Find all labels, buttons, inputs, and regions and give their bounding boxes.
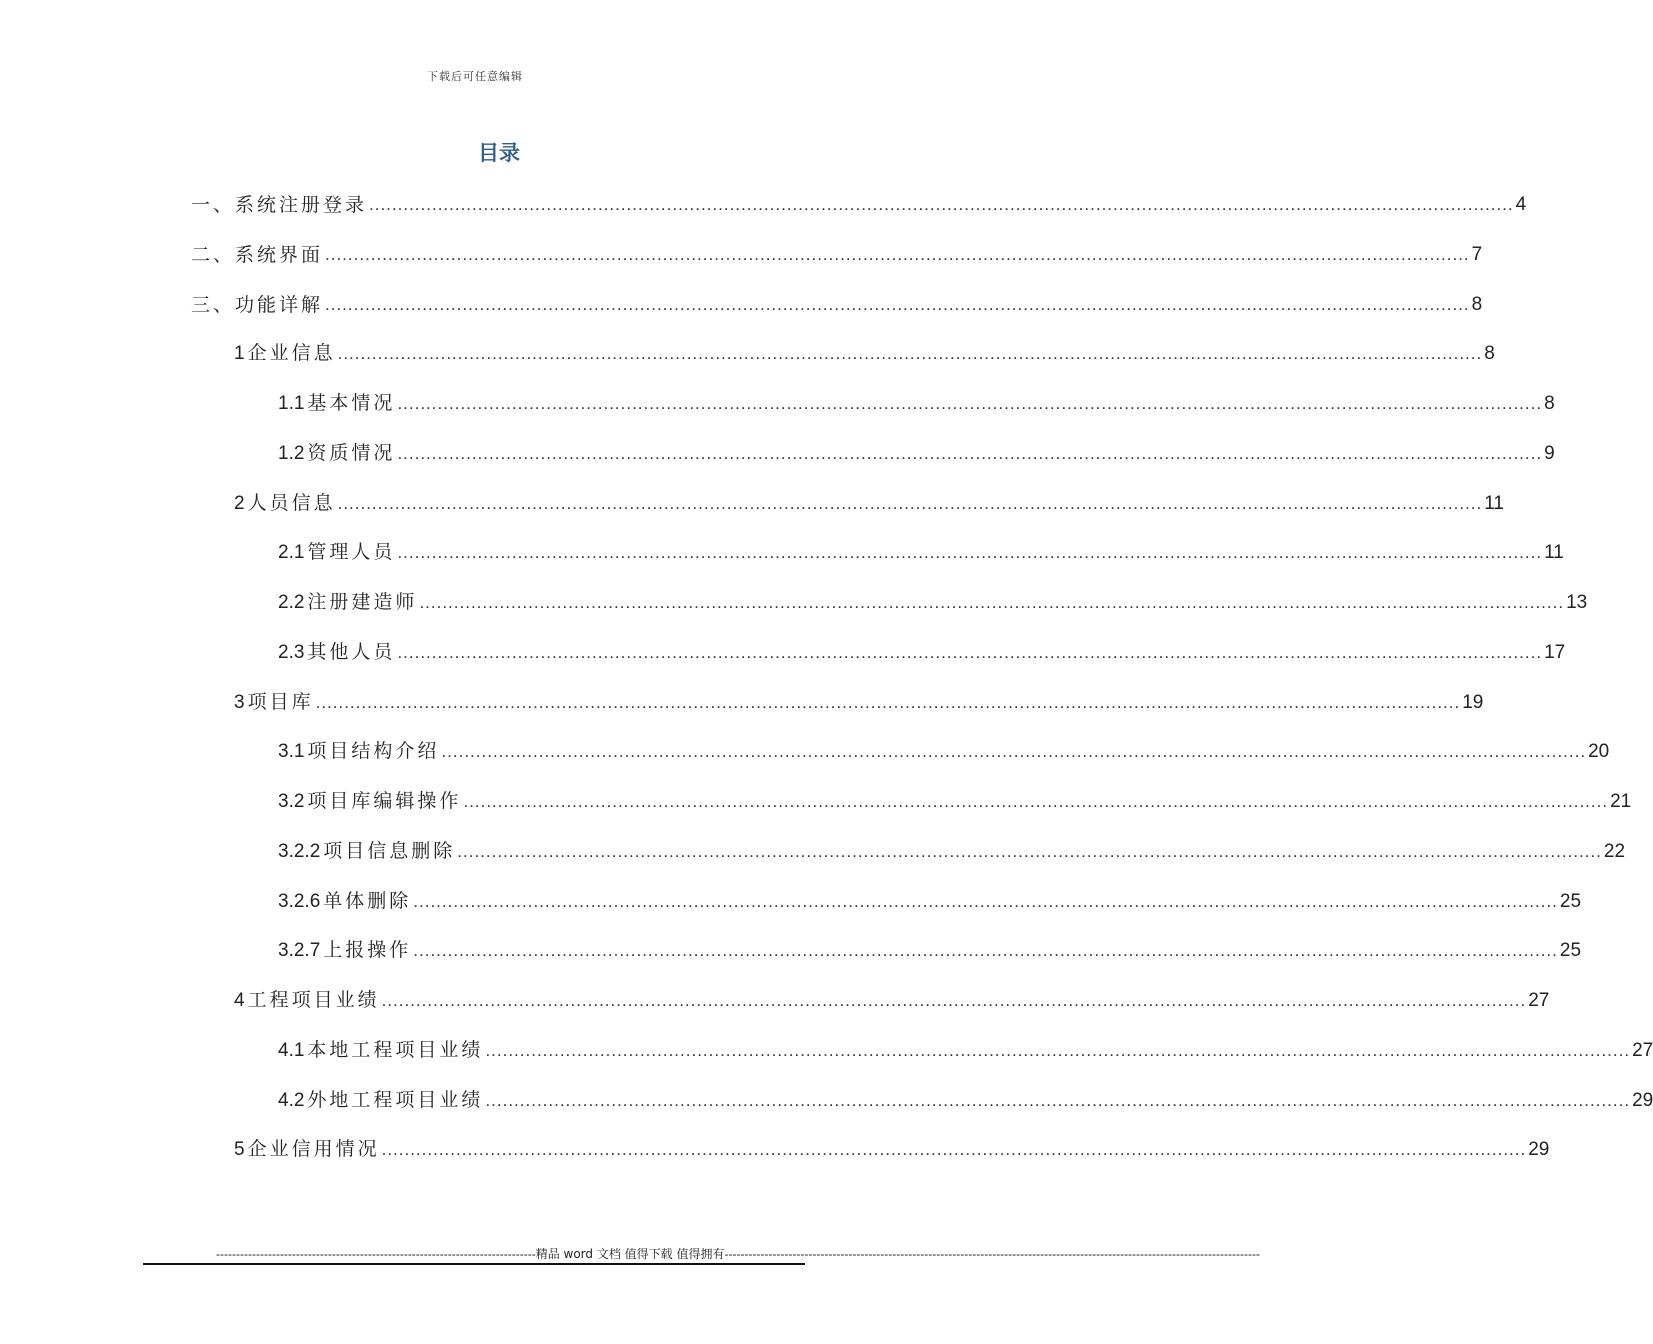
toc-entry-number: 3.2.6 bbox=[278, 891, 321, 912]
toc-dot-leader: ........................................................................................................................................................................................................ bbox=[441, 742, 1587, 761]
toc-entry-text: 人员信息 bbox=[247, 492, 336, 514]
toc-entry-text: 上报操作 bbox=[323, 939, 412, 961]
toc-entry-label bbox=[278, 788, 461, 815]
toc-entry-text: 单体删除 bbox=[323, 890, 412, 912]
toc-entry-label bbox=[278, 738, 439, 765]
toc-entry-number: 2 bbox=[234, 493, 245, 514]
toc-entry[interactable] bbox=[191, 192, 1527, 218]
toc-entry-text: 项目库编辑操作 bbox=[307, 790, 462, 812]
toc-entry[interactable] bbox=[278, 1088, 1653, 1114]
toc-entry-label bbox=[278, 440, 395, 467]
toc-entry-label bbox=[191, 192, 367, 218]
toc-entry-label bbox=[278, 390, 395, 417]
toc-entry-page: 22 bbox=[1603, 841, 1626, 862]
toc-entry-label bbox=[278, 589, 417, 616]
toc-entry[interactable] bbox=[234, 988, 1550, 1014]
toc-entry-text: 管理人员 bbox=[307, 541, 396, 563]
toc-entry[interactable] bbox=[278, 938, 1582, 964]
toc-entry[interactable] bbox=[278, 441, 1555, 467]
toc-entry-number: 2.1 bbox=[278, 542, 305, 563]
footer-rule bbox=[143, 1263, 805, 1265]
toc-dot-leader: ........................................................................................................................................................................................................ bbox=[419, 593, 1565, 612]
toc-entry[interactable] bbox=[278, 391, 1555, 417]
toc-entry-text: 项目结构介绍 bbox=[307, 740, 440, 762]
toc-title: 目录 bbox=[478, 141, 520, 165]
toc-entry-page: 27 bbox=[1632, 1040, 1653, 1061]
toc-entry-page: 11 bbox=[1544, 542, 1564, 563]
toc-entry-text: 三、功能详解 bbox=[191, 294, 324, 316]
toc-entry-label bbox=[234, 1136, 380, 1163]
toc-entry-label bbox=[278, 639, 395, 666]
footer-dash-left: -------------------------------------------------------------------------------- bbox=[216, 1246, 536, 1261]
toc-entry-number: 5 bbox=[234, 1139, 245, 1160]
footer-dash-right: -------------------------------------------------------------------------------------------------------------------------------------- bbox=[724, 1246, 1260, 1261]
toc-entry-number: 3.2.2 bbox=[278, 841, 321, 862]
toc-entry-number: 3.1 bbox=[278, 741, 305, 762]
toc-entry[interactable] bbox=[191, 242, 1483, 268]
toc-entry-page: 19 bbox=[1462, 692, 1484, 713]
toc-entry-number: 3 bbox=[234, 692, 245, 713]
toc-entry-page: 8 bbox=[1471, 294, 1483, 315]
toc-dot-leader: ........................................................................................................................................................................................................ bbox=[413, 892, 1558, 911]
toc-entry[interactable] bbox=[278, 540, 1564, 566]
toc-entry[interactable] bbox=[234, 690, 1484, 716]
toc-entry-label bbox=[278, 838, 455, 865]
toc-entry[interactable] bbox=[278, 889, 1582, 915]
toc-entry-text: 资质情况 bbox=[307, 442, 396, 464]
toc-entry-label bbox=[278, 888, 411, 915]
toc-entry-page: 25 bbox=[1559, 891, 1582, 912]
toc-entry-text: 一、系统注册登录 bbox=[191, 194, 368, 216]
toc-dot-leader: ........................................................................................................................................................................................................ bbox=[397, 643, 1543, 662]
toc-dot-leader: ........................................................................................................................................................................................................ bbox=[397, 543, 1543, 562]
toc-entry-label bbox=[278, 1037, 483, 1064]
toc-entry-number: 1.2 bbox=[278, 443, 305, 464]
toc-entry-text: 工程项目业绩 bbox=[247, 989, 380, 1011]
toc-entry-text: 本地工程项目业绩 bbox=[307, 1039, 484, 1061]
toc-entry-text: 基本情况 bbox=[307, 392, 396, 414]
toc-dot-leader: ........................................................................................................................................................................................................ bbox=[337, 344, 1483, 363]
toc-entry-page: 9 bbox=[1544, 443, 1555, 464]
toc-dot-leader: ........................................................................................................................................................................................................ bbox=[315, 693, 1461, 712]
toc-entry-page: 17 bbox=[1544, 642, 1566, 663]
toc-entry-label bbox=[278, 937, 411, 964]
toc-entry-page: 7 bbox=[1471, 244, 1483, 265]
toc-entry[interactable] bbox=[278, 590, 1588, 616]
toc-entry-page: 8 bbox=[1544, 393, 1555, 414]
toc-dot-leader: ........................................................................................................................................................................................................ bbox=[381, 991, 1527, 1010]
toc-entry[interactable] bbox=[234, 491, 1504, 517]
toc-entry-text: 企业信息 bbox=[247, 342, 336, 364]
toc-dot-leader: ........................................................................................................................................................................................................ bbox=[325, 245, 1470, 264]
toc-dot-leader: ........................................................................................................................................................................................................ bbox=[381, 1140, 1527, 1159]
toc-entry-number: 4.1 bbox=[278, 1040, 305, 1061]
toc-entry-label bbox=[234, 340, 336, 367]
toc-dot-leader: ........................................................................................................................................................................................................ bbox=[337, 494, 1483, 513]
toc-dot-leader: ........................................................................................................................................................................................................ bbox=[485, 1041, 1631, 1060]
toc-entry-label bbox=[191, 242, 323, 268]
toc-dot-leader: ........................................................................................................................................................................................................ bbox=[457, 842, 1602, 861]
toc-entry-label bbox=[234, 689, 314, 716]
toc-entry-page: 13 bbox=[1566, 592, 1588, 613]
toc-dot-leader: ........................................................................................................................................................................................................ bbox=[463, 792, 1609, 811]
toc-entry-page: 25 bbox=[1559, 940, 1582, 961]
toc-dot-leader: ........................................................................................................................................................................................................ bbox=[369, 195, 1514, 214]
footer-slogan: 精品 word 文档 值得下载 值得拥有 bbox=[535, 1247, 725, 1261]
toc-entry-text: 二、系统界面 bbox=[191, 244, 324, 266]
toc-entry[interactable] bbox=[234, 341, 1495, 367]
toc-entry-page: 29 bbox=[1528, 1139, 1550, 1160]
footer-text bbox=[216, 1245, 1260, 1262]
toc-entry-number: 4.2 bbox=[278, 1090, 305, 1111]
toc-entry-text: 注册建造师 bbox=[307, 591, 418, 613]
toc-entry-page: 20 bbox=[1588, 741, 1610, 762]
toc-entry-number: 1.1 bbox=[278, 393, 305, 414]
toc-entry-label bbox=[234, 987, 380, 1014]
toc-entry[interactable] bbox=[278, 789, 1632, 815]
toc-entry-text: 项目库 bbox=[247, 691, 314, 713]
toc-entry-page: 29 bbox=[1632, 1090, 1653, 1111]
toc-entry[interactable] bbox=[234, 1137, 1550, 1163]
toc-entry-page: 27 bbox=[1528, 990, 1550, 1011]
toc-entry[interactable] bbox=[278, 1038, 1653, 1064]
toc-entry-number: 2.3 bbox=[278, 642, 305, 663]
toc-entry-text: 外地工程项目业绩 bbox=[307, 1089, 484, 1111]
toc-dot-leader: ........................................................................................................................................................................................................ bbox=[397, 444, 1543, 463]
toc-entry[interactable] bbox=[278, 739, 1610, 765]
toc-dot-leader: ........................................................................................................................................................................................................ bbox=[397, 394, 1543, 413]
toc-entry-page: 21 bbox=[1610, 791, 1632, 812]
toc-entry[interactable] bbox=[278, 839, 1626, 865]
toc-entry[interactable] bbox=[278, 640, 1566, 666]
toc-entry-label bbox=[191, 292, 323, 318]
toc-entry-label bbox=[278, 539, 395, 566]
toc-dot-leader: ........................................................................................................................................................................................................ bbox=[413, 941, 1558, 960]
toc-entry-page: 4 bbox=[1515, 194, 1527, 215]
toc-entry-number: 2.2 bbox=[278, 592, 305, 613]
toc-entry-number: 1 bbox=[234, 343, 245, 364]
toc-entry-label bbox=[278, 1087, 483, 1114]
toc-entry-text: 项目信息删除 bbox=[323, 840, 456, 862]
toc-dot-leader: ........................................................................................................................................................................................................ bbox=[485, 1091, 1631, 1110]
toc-entry-page: 8 bbox=[1484, 343, 1495, 364]
toc-entry-number: 3.2 bbox=[278, 791, 305, 812]
toc-entry-text: 企业信用情况 bbox=[247, 1138, 380, 1160]
toc-entry[interactable] bbox=[191, 292, 1483, 318]
toc-entry-page: 11 bbox=[1484, 493, 1504, 514]
toc-dot-leader: ........................................................................................................................................................................................................ bbox=[325, 295, 1470, 314]
toc-entry-label bbox=[234, 490, 336, 517]
toc-entry-number: 3.2.7 bbox=[278, 940, 321, 961]
page-header-note: 下载后可任意编辑 bbox=[427, 70, 523, 83]
toc-entry-text: 其他人员 bbox=[307, 641, 396, 663]
toc-entry-number: 4 bbox=[234, 990, 245, 1011]
